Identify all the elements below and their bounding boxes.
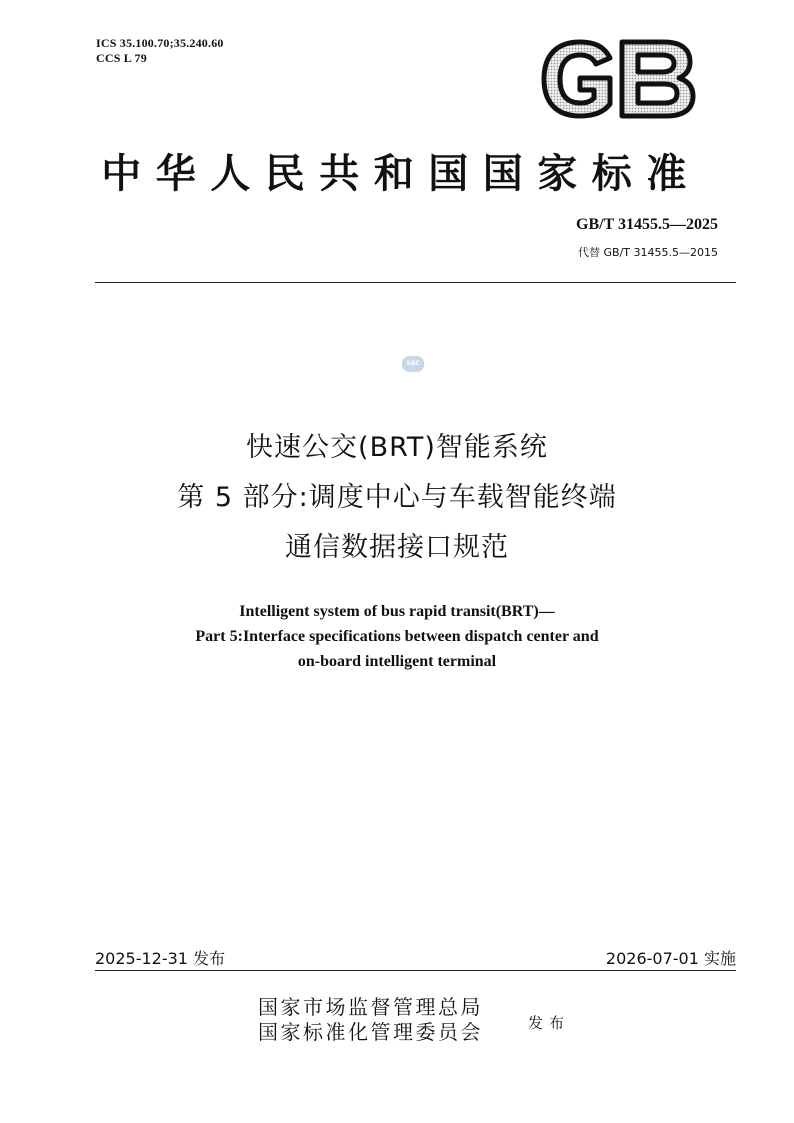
title-cn-line-3: 通信数据接口规范	[285, 532, 509, 563]
publisher-sac: 国家标准化管理委员会	[258, 1020, 483, 1044]
gb-logo-icon	[538, 38, 696, 120]
title-en-line-1: Intelligent system of bus rapid transit(BRT)—	[239, 603, 555, 620]
ccs-code: CCS L 79	[96, 51, 147, 65]
title-cn-line-1: 快速公交(BRT)智能系统	[246, 432, 548, 463]
replaces-standard: 代替 GB/T 31455.5—2015	[578, 246, 718, 259]
implementation-date: 2026-07-01 实施	[605, 949, 736, 968]
footer-rule	[95, 970, 736, 971]
issue-date: 2025-12-31 发布	[95, 949, 226, 968]
national-standard-title: 中华人民共和国国家标准	[101, 150, 701, 197]
title-cn-line-2: 第 5 部分:调度中心与车载智能终端	[177, 482, 617, 513]
standard-number: GB/T 31455.5—2025	[576, 216, 718, 233]
header-rule	[95, 282, 736, 283]
ics-code: ICS 35.100.70;35.240.60	[96, 36, 224, 50]
publish-label: 发布	[528, 1014, 571, 1032]
sac-watermark: SAC	[402, 356, 424, 372]
classification-codes	[96, 36, 224, 66]
title-en-line-2: Part 5:Interface specifications between dispatch center and	[195, 628, 599, 645]
publisher-samr: 国家市场监督管理总局	[258, 995, 483, 1019]
title-en-line-3: on-board intelligent terminal	[297, 653, 497, 670]
